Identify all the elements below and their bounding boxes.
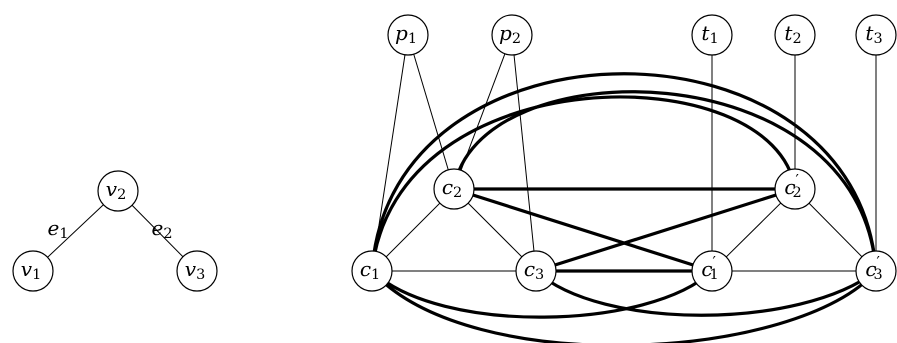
label-base: c	[359, 257, 372, 281]
right-graph-nodes	[352, 15, 896, 291]
left-graph-edge-labels	[48, 216, 173, 242]
label-base: t	[865, 21, 874, 45]
label-base: e	[47, 216, 60, 240]
label-subscript: 3	[196, 267, 206, 283]
thin-edge-p1-c2	[408, 35, 454, 189]
label-subscript: 1	[709, 31, 719, 47]
node-t2	[775, 15, 815, 55]
node-t3	[856, 15, 896, 55]
thick-edge-c2-c1p	[454, 189, 712, 271]
node-c1	[352, 251, 392, 291]
node-c2p	[775, 169, 815, 209]
label-subscript: 2	[511, 31, 521, 47]
node-p1	[388, 15, 428, 55]
label-subscript: 2	[117, 187, 127, 203]
node-c2	[434, 169, 474, 209]
label-base: t	[784, 21, 793, 45]
label-base: v	[105, 177, 118, 201]
label-subscript: 1	[59, 226, 69, 242]
node-v2	[98, 171, 138, 211]
label-prime: ′	[876, 253, 880, 271]
left-graph-nodes	[13, 171, 217, 291]
label-subscript: 3	[873, 267, 883, 283]
right-graph-thin-edges	[372, 35, 876, 271]
thin-edge-p2-c3	[512, 35, 536, 271]
label-subscript: 2	[163, 226, 173, 242]
label-base: c	[701, 257, 713, 281]
node-t1	[692, 15, 732, 55]
label-base: v	[20, 257, 33, 281]
node-c3	[516, 251, 556, 291]
label-subscript: 1	[371, 267, 381, 283]
node-v1	[13, 251, 53, 291]
label-base: v	[184, 257, 197, 281]
label-subscript: 3	[535, 267, 545, 283]
label-subscript: 1	[32, 267, 42, 283]
label-subscript: 1	[407, 31, 417, 47]
label-subscript: 2	[453, 185, 463, 201]
label-base: t	[701, 21, 710, 45]
label-subscript: 3	[873, 31, 883, 47]
label-subscript: 2	[792, 185, 802, 201]
label-subscript: 2	[792, 31, 802, 47]
label-base: c	[865, 257, 877, 281]
node-v3	[177, 251, 217, 291]
thick-edge-c3-c2p	[536, 189, 795, 271]
node-c3p	[856, 251, 896, 291]
label-base: p	[499, 21, 512, 45]
node-c1p	[692, 251, 732, 291]
label-subscript: 1	[709, 267, 719, 283]
label-base: c	[523, 257, 536, 281]
label-base: c	[441, 175, 454, 199]
label-base: e	[151, 216, 164, 240]
label-base: c	[784, 175, 796, 199]
node-label	[152, 216, 173, 242]
label-prime: ′	[795, 171, 799, 189]
node-label	[48, 216, 69, 242]
label-base: p	[395, 21, 408, 45]
label-prime: ′	[712, 253, 716, 271]
node-p2	[492, 15, 532, 55]
